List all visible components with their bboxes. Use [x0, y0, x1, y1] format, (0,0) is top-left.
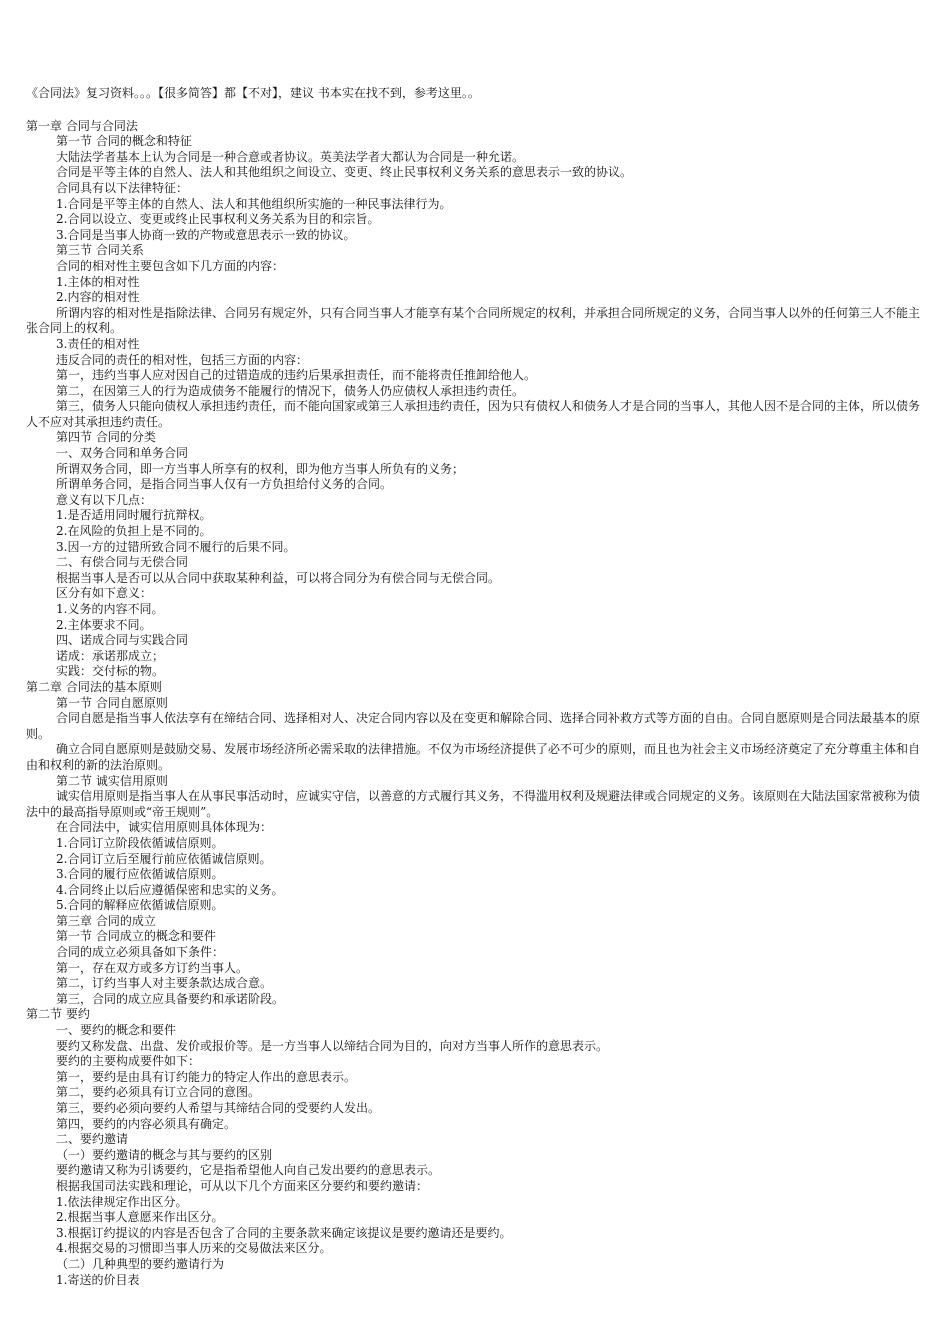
document-body [26, 119, 926, 1289]
text-line: 实践：交付标的物。 [56, 664, 165, 679]
text-line: 1.是否适用同时履行抗辩权。 [56, 508, 212, 523]
text-line: 1.合同是平等主体的自然人、法人和其他组织所实施的一种民事法律行为。 [56, 196, 452, 211]
text-line: （二）几种典型的要约邀请行为 [56, 1256, 225, 1271]
text-line: 根据当事人是否可以从合同中获取某种利益，可以将合同分为有偿合同与无偿合同。 [56, 570, 501, 585]
text-line: 第一节 合同自愿原则 [56, 695, 168, 710]
text-line: 二、有偿合同与无偿合同 [56, 555, 189, 570]
text-line: 大陆法学者基本上认为合同是一种合意或者协议。英美法学者大都认为合同是一种允诺。 [56, 149, 525, 164]
text-line: 第一节 合同成立的概念和要件 [56, 929, 216, 944]
text-line: 要约邀请又称为引诱要约，它是指希望他人向自己发出要约的意思表示。 [56, 1163, 441, 1178]
text-line: 3.合同的履行应依循诚信原则。 [56, 867, 224, 882]
text-line: 所谓内容的相对性是指除法律、合同另有规定外，只有合同当事人才能享有某个合同所规定的权利，并承担合同所规定的义务，合同当事人以外的任何第三人不能主张合同上的权利。 [26, 305, 921, 336]
text-line: 1.主体的相对性 [56, 274, 140, 289]
text-line: 第二节 要约 [26, 1007, 90, 1022]
text-line: 第四节 合同的分类 [56, 430, 156, 445]
text-line: 1.合同订立阶段依循诚信原则。 [56, 835, 224, 850]
text-line: 第二，要约必须具有订立合同的意图。 [56, 1085, 261, 1100]
text-line: 第一，违约当事人应对因自己的过错造成的违约后果承担责任，而不能将责任推卸给他人。 [56, 368, 537, 383]
text-line: 2.合同以设立、变更或终止民事权利义务关系为目的和宗旨。 [56, 212, 380, 227]
text-line: 意义有以下几点： [56, 492, 153, 507]
text-line: 根据我国司法实践和理论，可从以下几个方面来区分要约和要约邀请： [56, 1178, 429, 1193]
text-line: 2.在风险的负担上是不同的。 [56, 524, 212, 539]
text-line: 要约又称发盘、出盘、发价或报价等。是一方当事人以缔结合同为目的，向对方当事人所作的意思表示。 [56, 1038, 609, 1053]
text-line: 3.责任的相对性 [56, 336, 140, 351]
text-line: 第三，债务人只能向债权人承担违约责任，而不能向国家或第三人承担违约责任，因为只有债权人和债务人才是合同的当事人，其他人因不是合同的主体，所以债务人不应对其承担违约责任。 [26, 399, 921, 429]
text-line: 合同自愿是指当事人依法享有在缔结合同、选择相对人、决定合同内容以及在变更和解除合同、选择合同补救方式等方面的自由。合同自愿原则是合同法最基本的原则。 [26, 711, 921, 741]
text-line: 第二章 合同法的基本原则 [26, 679, 162, 694]
text-line: 要约的主要构成要件如下： [56, 1054, 201, 1069]
text-line: 4.合同终止以后应遵循保密和忠实的义务。 [56, 882, 284, 897]
text-line: 3.合同是当事人协商一致的产物或意思表示一致的协议。 [56, 227, 356, 242]
text-line: 3.根据订约提议的内容是否包含了合同的主要条款来确定该提议是要约邀请还是要约。 [56, 1225, 512, 1240]
text-line: 1.义务的内容不同。 [56, 602, 164, 616]
text-line: 第四，要约的内容必须具有确定。 [56, 1116, 237, 1131]
text-line: 诚实信用原则是指当事人在从事民事活动时，应诚实守信，以善意的方式履行其义务，不得滥用权利及规避法律或合同规定的义务。该原则在大陆法国家常被称为债法中的最高指导原则或“帝王规则”。 [26, 789, 921, 819]
text-line: 一、双务合同和单务合同 [56, 446, 189, 461]
text-line: 合同具有以下法律特征： [56, 180, 189, 195]
text-line: 所谓双务合同，即一方当事人所享有的权利，即为他方当事人所负有的义务； [56, 461, 465, 476]
text-line: （一）要约邀请的概念与其与要约的区别 [56, 1147, 273, 1162]
intro-line: 《合同法》复习资料。。。【很多简答】都【不对】，建议 书本实在找不到，参考这里。。 [26, 86, 480, 100]
text-line: 2.合同订立后至履行前应依循诚信原则。 [56, 851, 272, 866]
text-line: 3.因一方的过错所致合同不履行的后果不同。 [56, 539, 296, 554]
text-line: 第一章 合同与合同法 [26, 118, 138, 133]
text-line: 第一，存在双方或多方订约当事人。 [56, 960, 249, 975]
text-line: 5.合同的解释应依循诚信原则。 [56, 898, 224, 913]
text-line: 第一节 合同的概念和特征 [56, 134, 192, 149]
document-page [26, 86, 926, 1288]
text-line: 第三，要约必须向要约人希望与其缔结合同的受要约人发出。 [56, 1101, 381, 1115]
text-line: 合同的相对性主要包含如下几方面的内容： [56, 258, 285, 273]
text-line: 所谓单务合同，是指合同当事人仅有一方负担给付义务的合同。 [56, 477, 393, 492]
text-line: 1.依法律规定作出区分。 [56, 1194, 188, 1209]
text-line: 第二节 诚实信用原则 [56, 773, 168, 788]
text-line: 第二，订约当事人对主要条款达成合意。 [56, 976, 273, 991]
text-line: 2.根据当事人意愿来作出区分。 [56, 1210, 224, 1225]
text-line: 区分有如下意义： [56, 586, 153, 601]
text-line: 2.内容的相对性 [56, 290, 140, 305]
text-line: 第三，合同的成立应具备要约和承诺阶段。 [56, 991, 285, 1006]
text-line: 2.主体要求不同。 [56, 617, 152, 632]
text-line: 1.寄送的价目表 [56, 1272, 140, 1287]
text-line: 合同是平等主体的自然人、法人和其他组织之间设立、变更、终止民事权利义务关系的意思表示一致的协议。 [56, 165, 633, 180]
text-line: 第一，要约是由具有订约能力的特定人作出的意思表示。 [56, 1069, 357, 1084]
text-line: 在合同法中，诚实信用原则具体体现为： [56, 820, 273, 835]
text-line: 一、要约的概念和要件 [56, 1023, 177, 1038]
text-line: 4.根据交易的习惯即当事人历来的交易做法来区分。 [56, 1241, 332, 1256]
text-line: 合同的成立必须具备如下条件： [56, 945, 225, 960]
text-line: 诺成：承诺那成立； [56, 648, 165, 663]
text-line: 确立合同自愿原则是鼓励交易、发展市场经济所必需采取的法律措施。不仅为市场经济提供了必不可少的原则，而且也为社会主义市场经济奠定了充分尊重主体和自由和权利的新的法治原则。 [26, 742, 921, 772]
text-line: 违反合同的责任的相对性，包括三方面的内容： [56, 352, 309, 367]
text-line: 四、诺成合同与实践合同 [56, 633, 189, 648]
text-line: 第三节 合同关系 [56, 243, 144, 258]
text-line: 第二，在因第三人的行为造成债务不能履行的情况下，债务人仍应债权人承担违约责任。 [56, 383, 525, 398]
text-line: 二、要约邀请 [56, 1132, 129, 1147]
text-line: 第三章 合同的成立 [56, 913, 156, 928]
